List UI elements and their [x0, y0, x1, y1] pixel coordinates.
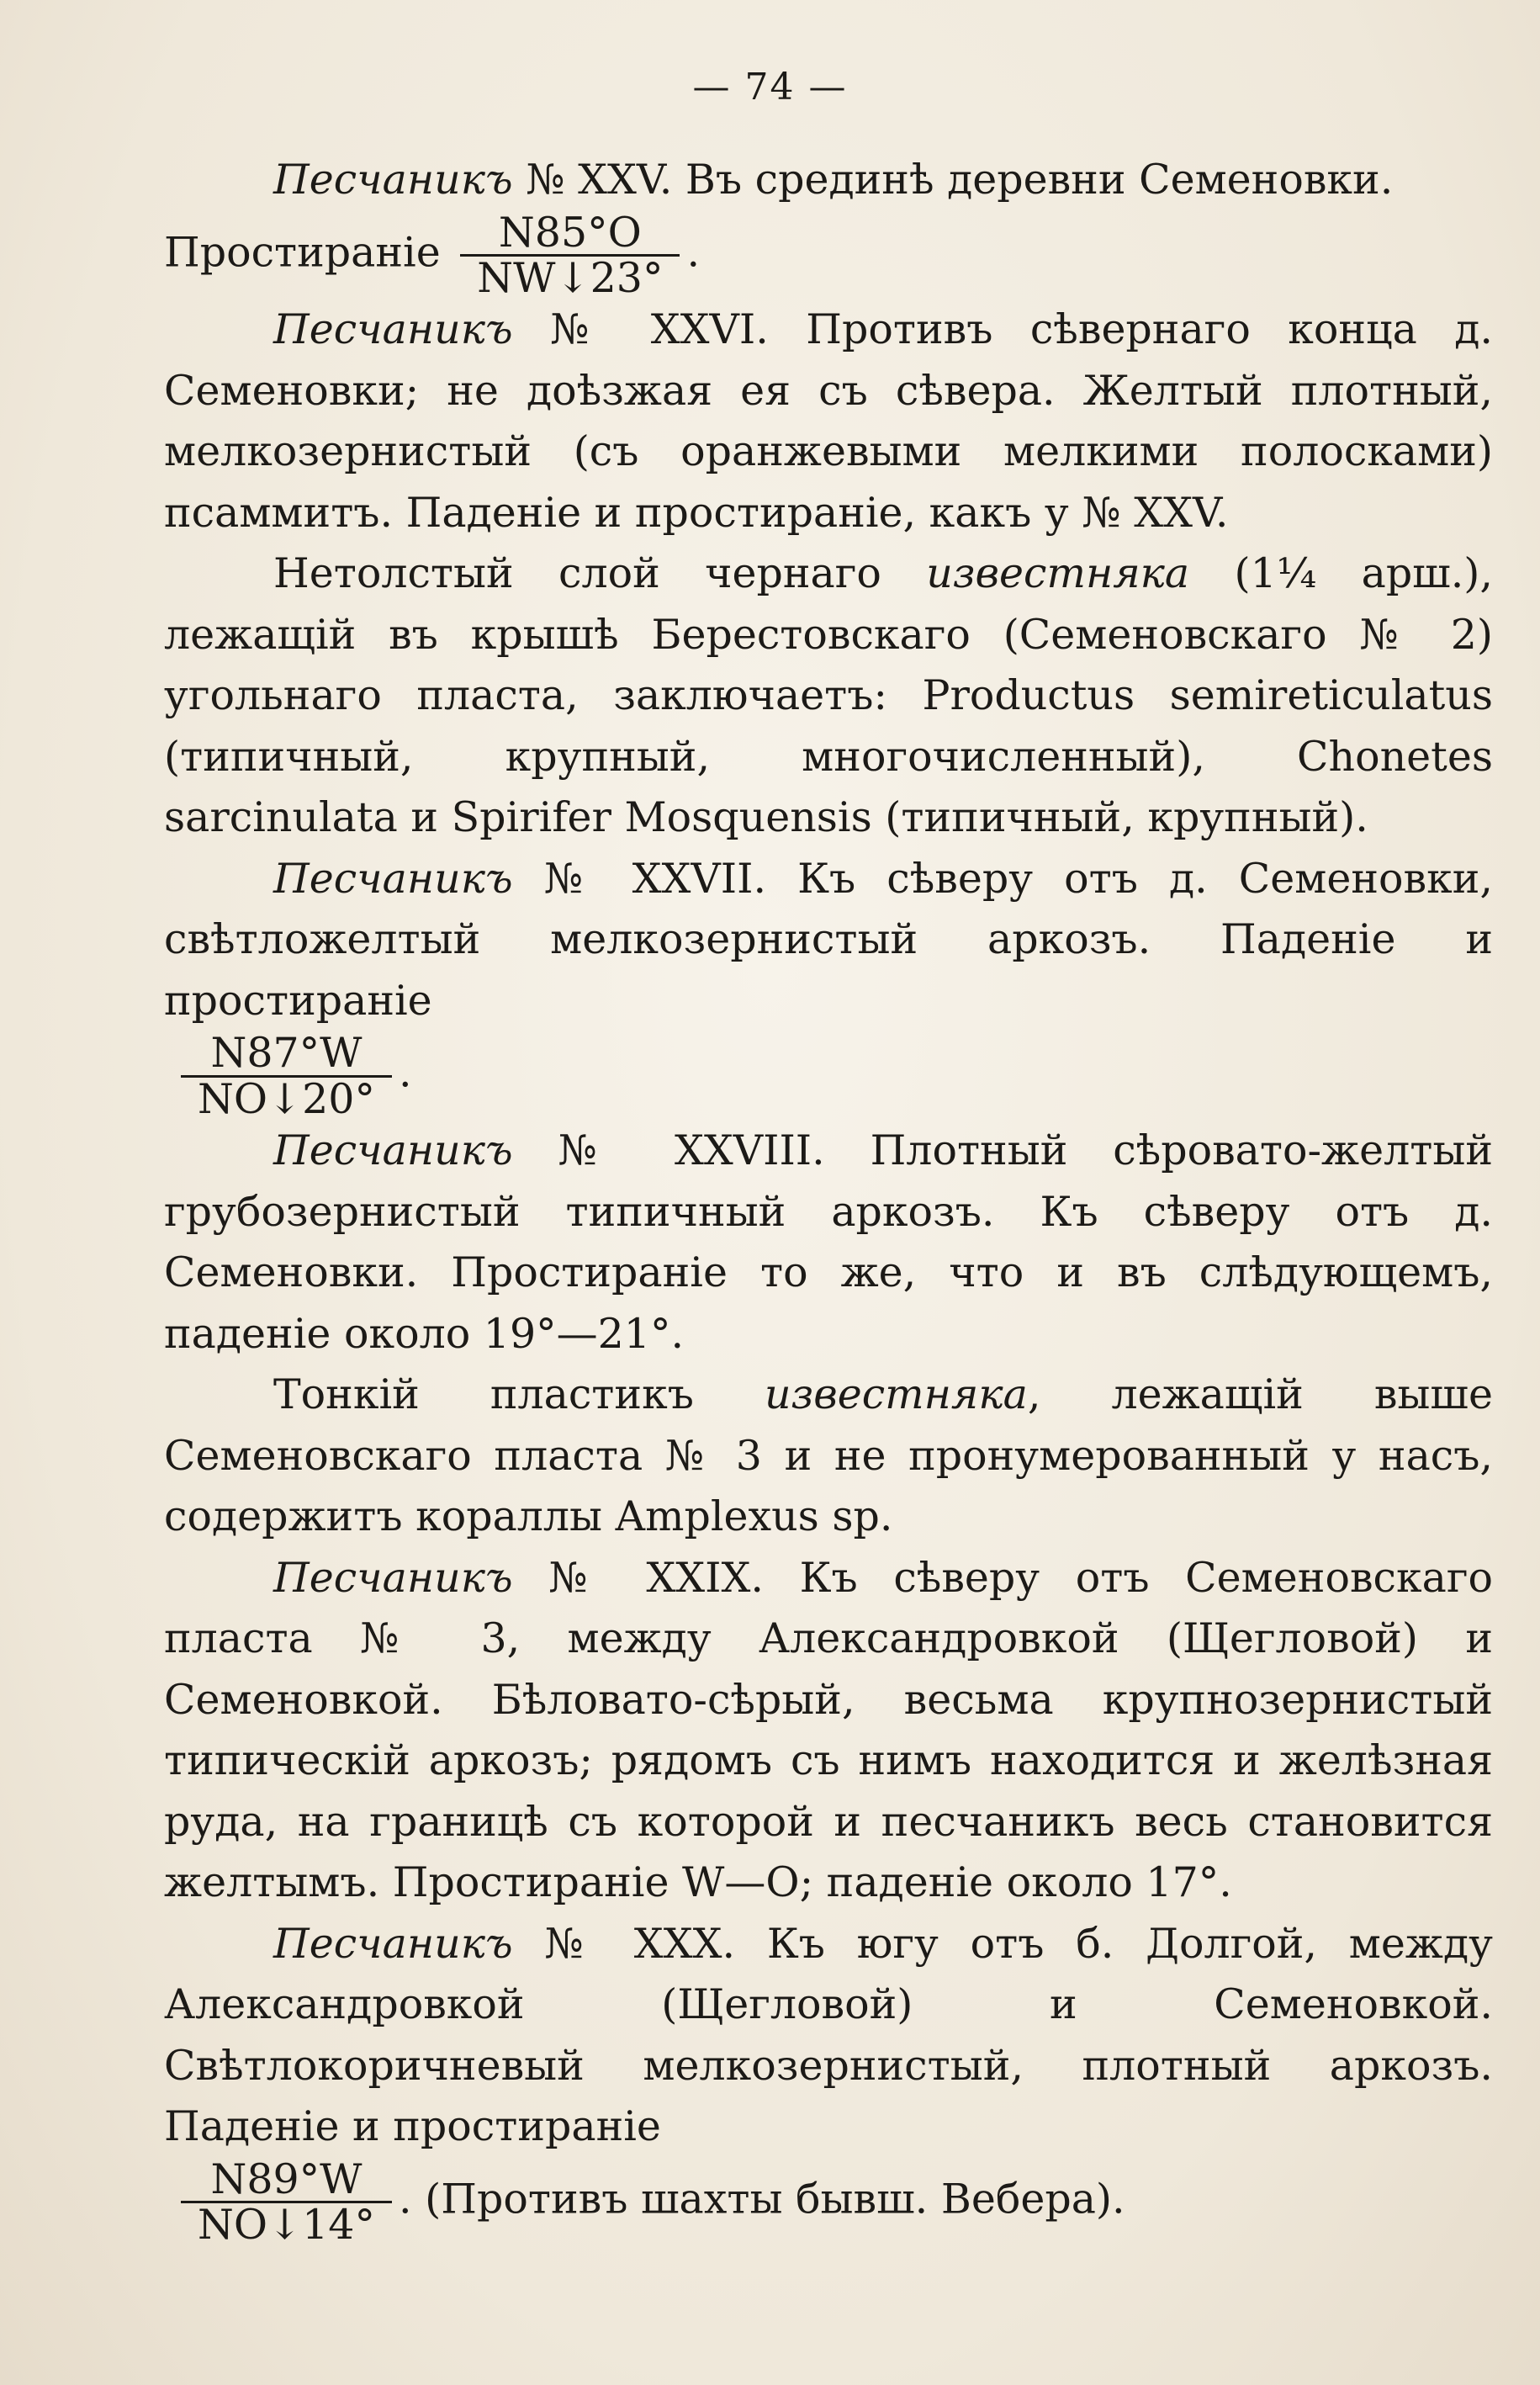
paragraph-text: (1¼ арш.), лежащій въ крышѣ Берестовскаго (Семеновскаго № 2) угольнаго пласта, заключаетъ: Productus semireticulatus (типичный, крупный, многочисленный), Chonetes sarcinulata и Spirifer Mosquensis (типичный, крупный).	[164, 549, 1494, 842]
strike-numerator: N89°W	[181, 2158, 392, 2203]
sample-label: Песчаникъ	[273, 854, 513, 903]
paragraph-limestone-2	[164, 1365, 1493, 1548]
strike-label: Простираніе	[164, 227, 441, 276]
strike-denominator: NO↓14°	[198, 2201, 375, 2250]
strike-denominator: NO↓20°	[198, 1074, 375, 1123]
paragraph-text: Тонкій пластикъ	[273, 1370, 765, 1419]
paragraph-limestone-1	[164, 543, 1493, 849]
punctuation: .	[686, 227, 701, 276]
paragraph-sandstone-28	[164, 1121, 1493, 1365]
paragraph-text: , лежащій выше Семеновскаго пласта № 3 и не пронумерованный у насъ, содержитъ кораллы Amplexus sp.	[164, 1370, 1493, 1541]
paragraph-text: Нетолстый слой чернаго	[273, 549, 927, 598]
body-text	[164, 150, 1494, 2250]
strike-line-25	[164, 208, 1493, 302]
sample-label: Песчаникъ	[273, 305, 513, 354]
page-number: — 74 —	[692, 66, 848, 109]
strike-fraction-block	[181, 1031, 1493, 1121]
paragraph-text: № XXVI. Противъ сѣвернаго конца д. Семеновки; не доѣзжая ея съ сѣвера. Желтый плотный, мелкозернистый (съ оранжевыми мелкими полосками) псаммитъ. Паденіе и простираніе, какъ у № XXV.	[164, 305, 1493, 537]
sample-label: Песчаникъ	[273, 1553, 513, 1602]
paragraph-text: № XXVIII. Плотный сѣровато-желтый грубозернистый типичный аркозъ. Къ сѣверу отъ д. Семеновки. Простираніе то же, что и въ слѣдующемъ, паденіе около 19°—21°.	[164, 1126, 1493, 1358]
paragraph-sandstone-26	[164, 299, 1493, 543]
paragraph-text: № XXX. Къ югу отъ б. Долгой, между Александровкой (Щегловой) и Семеновкой. Свѣтлокоричневый мелкозернистый, плотный аркозъ. Паденіе и простираніе	[164, 1919, 1493, 2151]
paragraph-text: № XXVII. Къ сѣверу отъ д. Семеновки, свѣтложелтый мелкозернистый аркозъ. Паденіе и простираніе	[164, 854, 1493, 1025]
emphasized-word: известняка	[926, 549, 1190, 598]
trailing-note: . (Противъ шахты бывш. Вебера).	[398, 2175, 1125, 2223]
sample-label: Песчаникъ	[273, 156, 513, 204]
strike-fraction	[460, 208, 680, 302]
punctuation: .	[398, 1048, 412, 1097]
paragraph-sandstone-30	[164, 1914, 1493, 2250]
paragraph-sandstone-29	[164, 1548, 1493, 1914]
strike-numerator: N85°O	[460, 211, 680, 257]
paragraph-text: № XXV. Въ срединѣ деревни Семеновки.	[512, 156, 1394, 204]
paragraph-sandstone-27	[164, 849, 1493, 1121]
strike-fraction	[181, 2154, 392, 2250]
sample-label: Песчаникъ	[273, 1126, 513, 1175]
emphasized-word: известняка	[764, 1370, 1028, 1419]
sample-label: Песчаникъ	[273, 1919, 513, 1968]
paragraph-text: № XXIX. Къ сѣверу отъ Семеновскаго пласта № 3, между Александровкой (Щегловой) и Семеновкой. Бѣловато-сѣрый, весьма крупнозернистый типическій аркозъ; рядомъ съ нимъ находится и желѣзная руда, на границѣ съ которой и песчаникъ весь становится желтымъ. Простираніе W—O; паденіе около 17°.	[164, 1553, 1493, 1907]
paragraph-sandstone-25	[164, 150, 1493, 211]
strike-fraction-block	[181, 2154, 1493, 2250]
strike-numerator: N87°W	[181, 1031, 392, 1077]
strike-fraction	[181, 1031, 392, 1121]
strike-denominator: NW↓23°	[477, 253, 664, 302]
